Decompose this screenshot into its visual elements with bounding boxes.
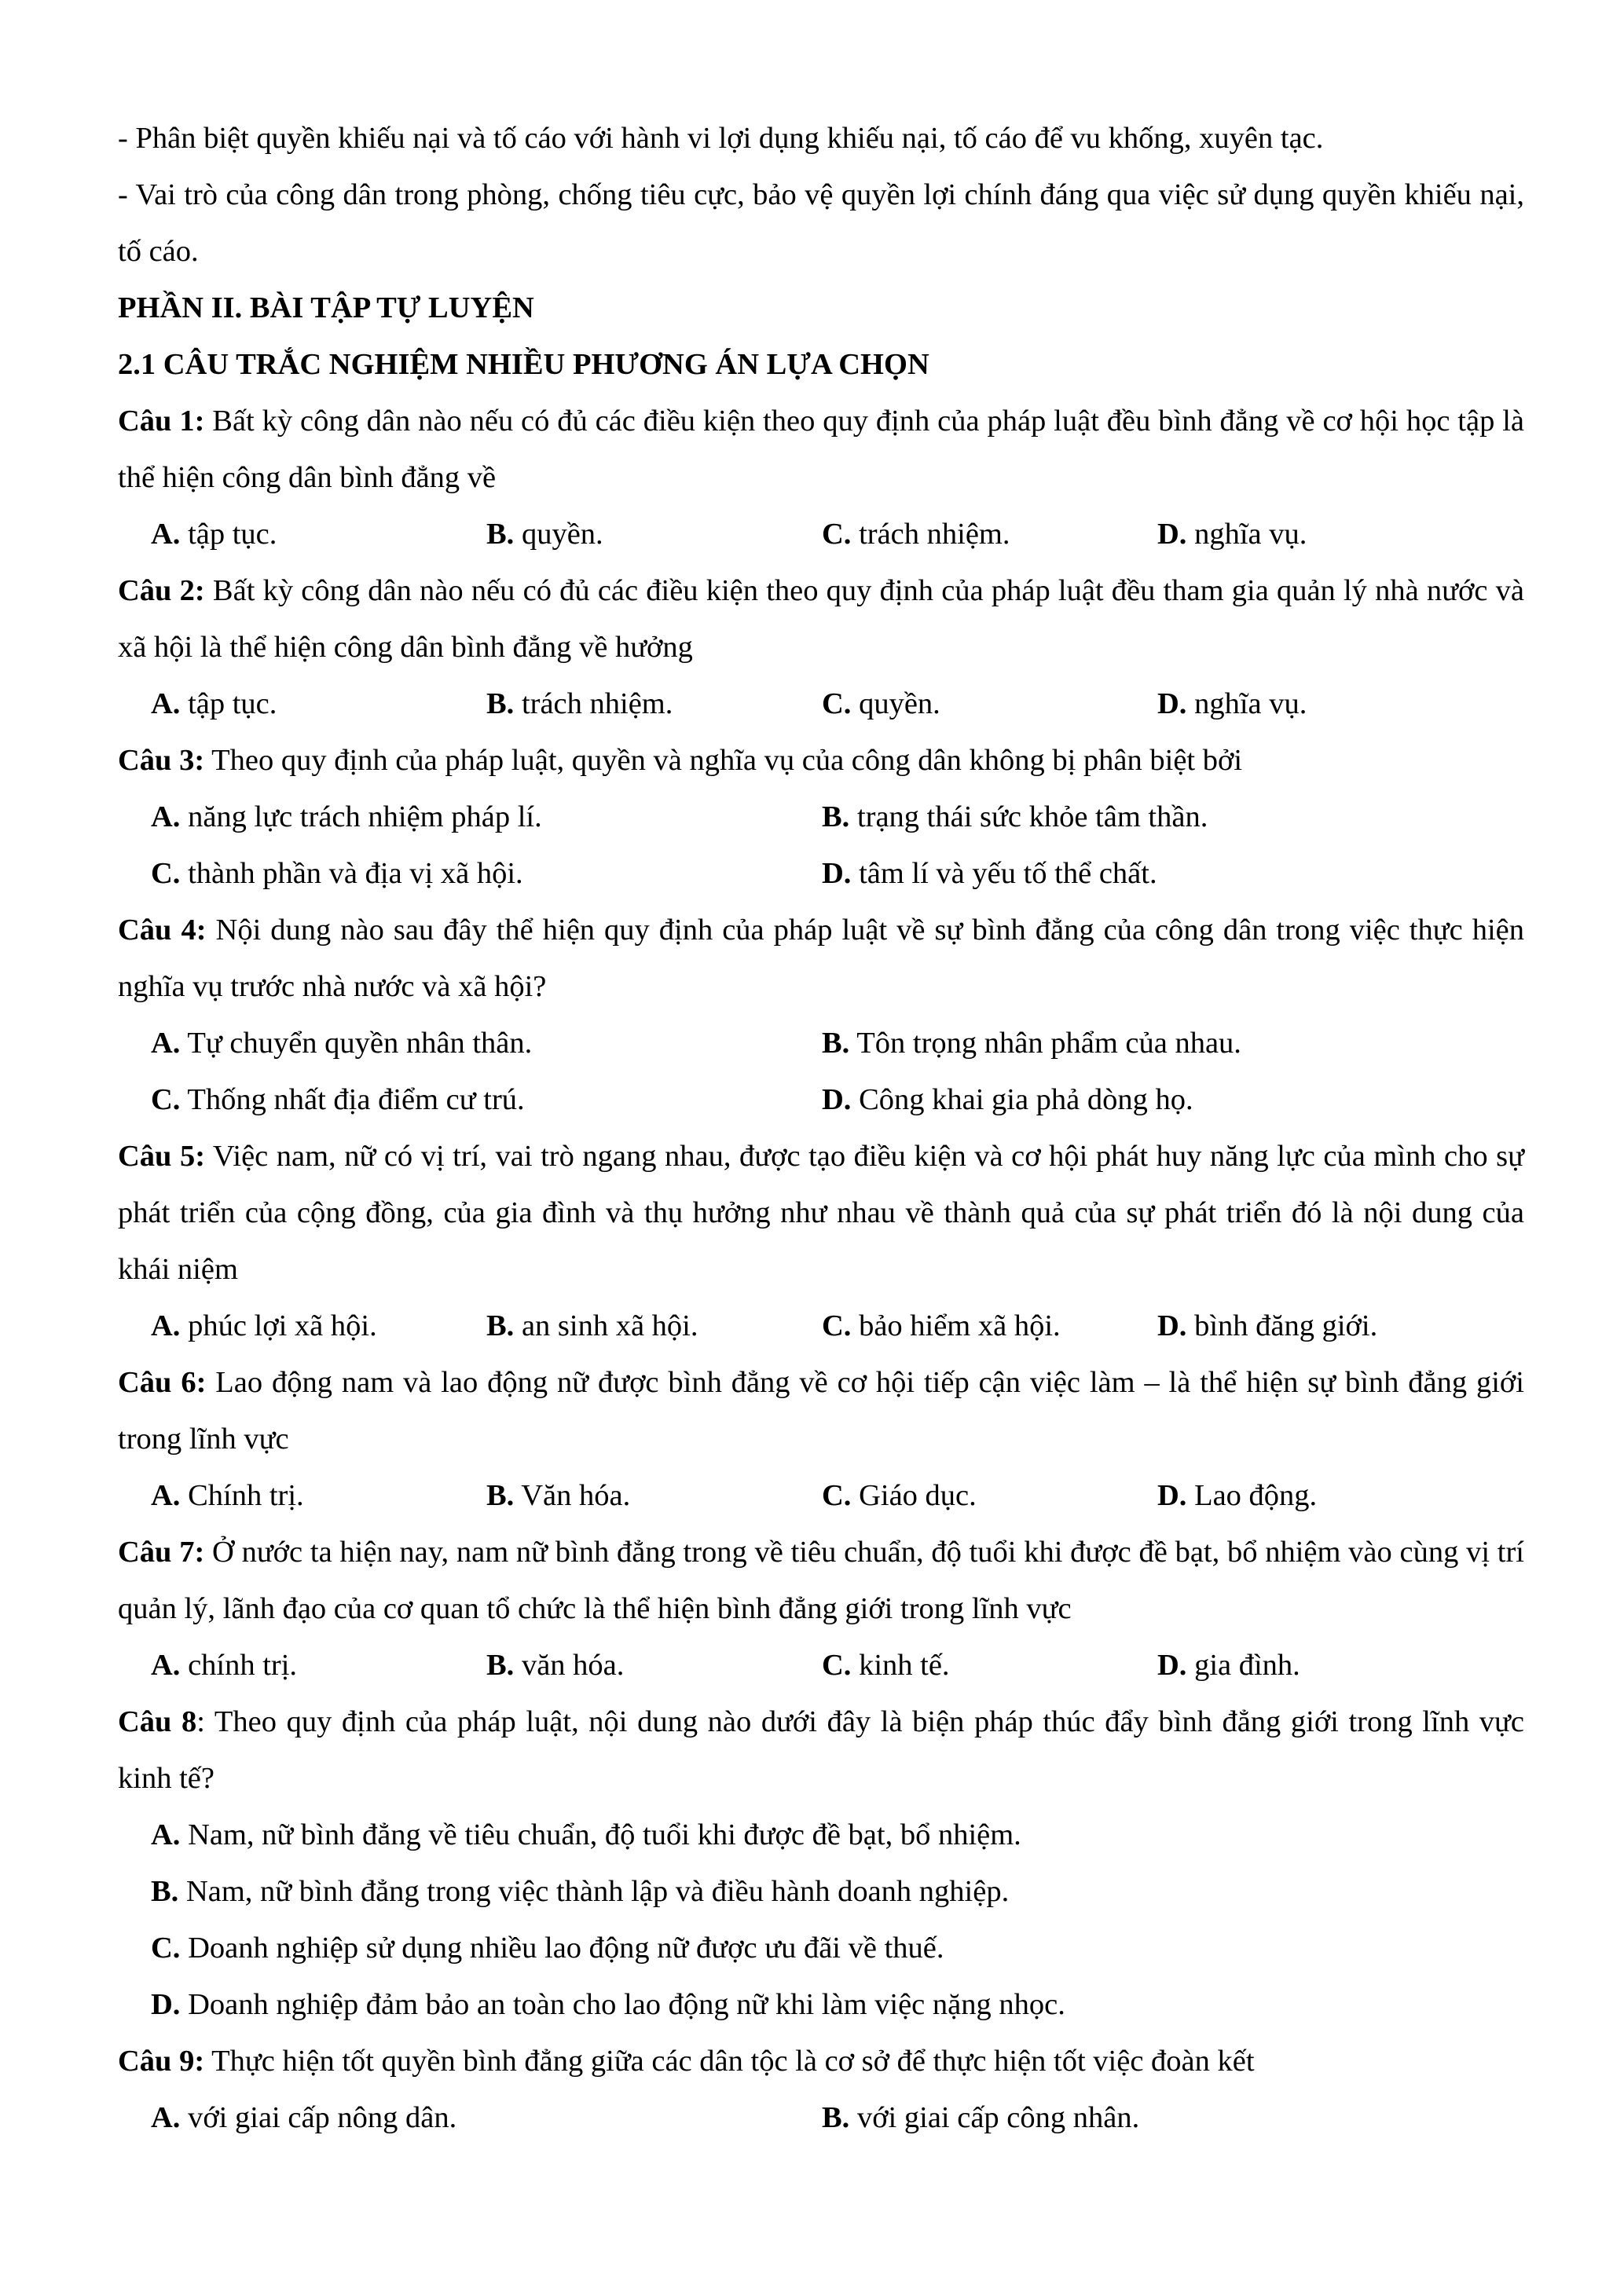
question-2-options xyxy=(118,676,1524,732)
option-a: A. chính trị. xyxy=(151,1649,298,1682)
option-c: C. Giáo dục. xyxy=(822,1479,977,1512)
option-b: B. với giai cấp công nhân. xyxy=(822,2101,1140,2134)
question-label: Câu 3: xyxy=(118,744,205,777)
question-label: Câu 9: xyxy=(118,2045,205,2078)
option-a: A. tập tục. xyxy=(151,518,277,551)
question-6 xyxy=(118,1354,1524,1467)
option-c: C. bảo hiểm xã hội. xyxy=(822,1309,1061,1342)
question-4-options xyxy=(118,1015,1524,1128)
option-c: C. Thống nhất địa điểm cư trú. xyxy=(151,1083,525,1116)
option-d: D. gia đình. xyxy=(1157,1649,1300,1682)
option-b: B. trách nhiệm. xyxy=(486,687,673,720)
question-1-options xyxy=(118,506,1524,562)
option-d: D. tâm lí và yếu tố thể chất. xyxy=(822,857,1157,890)
option-b: B. Tôn trọng nhân phẩm của nhau. xyxy=(822,1027,1241,1060)
question-7-options xyxy=(118,1637,1524,1694)
question-6-options xyxy=(118,1467,1524,1524)
question-3 xyxy=(118,732,1524,789)
question-text: Bất kỳ công dân nào nếu có đủ các điều kiện theo quy định của pháp luật đều tham gia quản lý nhà nước và xã hội là thể hiện công dân bình đẳng về hưởng xyxy=(118,574,1524,664)
question-text: Ở nước ta hiện nay, nam nữ bình đẳng trong về tiêu chuẩn, độ tuổi khi được đề bạt, bổ nhiệm vào cùng vị trí quản lý, lãnh đạo của cơ quan tổ chức là thể hiện bình đẳng giới trong lĩnh vực xyxy=(118,1536,1524,1625)
question-7 xyxy=(118,1524,1524,1637)
question-3-options xyxy=(118,789,1524,902)
option-a: A. Chính trị. xyxy=(151,1479,304,1512)
question-2 xyxy=(118,562,1524,676)
question-text: Nội dung nào sau đây thể hiện quy định của pháp luật về sự bình đẳng của công dân trong việc thực hiện nghĩa vụ trước nhà nước và xã hội? xyxy=(118,914,1524,1003)
option-a: A. năng lực trách nhiệm pháp lí. xyxy=(151,800,542,833)
question-label: Câu 4: xyxy=(118,914,207,947)
question-text: Lao động nam và lao động nữ được bình đẳng về cơ hội tiếp cận việc làm – là thể hiện sự bình đẳng giới trong lĩnh vực xyxy=(118,1366,1524,1456)
question-9-options xyxy=(118,2089,1524,2146)
option-a: A. với giai cấp nông dân. xyxy=(151,2101,457,2134)
option-a: A. phúc lợi xã hội. xyxy=(151,1309,377,1342)
question-4 xyxy=(118,902,1524,1015)
option-d: D. Lao động. xyxy=(1157,1479,1318,1512)
option-c: C. kinh tế. xyxy=(822,1649,950,1682)
question-8-options xyxy=(118,1807,1524,2033)
option-d: D. Công khai gia phả dòng họ. xyxy=(822,1083,1193,1116)
question-label: Câu 6: xyxy=(118,1366,207,1399)
option-c: C. quyền. xyxy=(822,687,940,720)
document-page xyxy=(118,110,1524,2146)
question-text: Thực hiện tốt quyền bình đẳng giữa các dân tộc là cơ sở để thực hiện tốt việc đoàn kết xyxy=(204,2045,1255,2078)
option-c: C. Doanh nghiệp sử dụng nhiều lao động nữ được ưu đãi về thuế. xyxy=(151,1932,944,1965)
question-text: Việc nam, nữ có vị trí, vai trò ngang nhau, được tạo điều kiện và cơ hội phát huy năng lực của mình cho sự phát triển của cộng đồng, của gia đình và thụ hưởng như nhau về thành quả của sự phát triển đó là nội dung của khái niệm xyxy=(118,1140,1524,1286)
question-1 xyxy=(118,393,1524,506)
option-d: D. bình đăng giới. xyxy=(1157,1309,1378,1342)
question-text: : Theo quy định của pháp luật, nội dung nào dưới đây là biện pháp thúc đẩy bình đẳng giới trong lĩnh vực kinh tế? xyxy=(118,1705,1524,1795)
question-text: Bất kỳ công dân nào nếu có đủ các điều kiện theo quy định của pháp luật đều bình đẳng về cơ hội học tập là thể hiện công dân bình đẳng về xyxy=(118,405,1524,494)
option-a: A. tập tục. xyxy=(151,687,277,720)
option-c: C. thành phần và địa vị xã hội. xyxy=(151,857,523,890)
question-label: Câu 2: xyxy=(118,574,205,607)
question-8 xyxy=(118,1694,1524,1807)
option-a: A. Tự chuyển quyền nhân thân. xyxy=(151,1027,533,1060)
option-b: B. Văn hóa. xyxy=(486,1479,631,1512)
option-c: C. trách nhiệm. xyxy=(822,518,1010,551)
option-b: B. Nam, nữ bình đẳng trong việc thành lập và điều hành doanh nghiệp. xyxy=(151,1875,1010,1908)
option-d: D. nghĩa vụ. xyxy=(1157,518,1307,551)
question-label: Câu 7: xyxy=(118,1536,205,1569)
option-b: B. an sinh xã hội. xyxy=(486,1309,698,1342)
intro-line-2: - Vai trò của công dân trong phòng, chống tiêu cực, bảo vệ quyền lợi chính đáng qua việc sử dụng quyền khiếu nại, tố cáo. xyxy=(118,178,1524,268)
option-d: D. nghĩa vụ. xyxy=(1157,687,1307,720)
question-5-options xyxy=(118,1298,1524,1354)
subsection-title: 2.1 CÂU TRẮC NGHIỆM NHIỀU PHƯƠNG ÁN LỰA CHỌN xyxy=(118,348,929,381)
option-a: A. Nam, nữ bình đẳng về tiêu chuẩn, độ tuổi khi được đề bạt, bổ nhiệm. xyxy=(151,1818,1021,1851)
question-label: Câu 8 xyxy=(118,1705,197,1738)
question-label: Câu 5: xyxy=(118,1140,206,1173)
option-b: B. văn hóa. xyxy=(486,1649,625,1682)
option-d: D. Doanh nghiệp đảm bảo an toàn cho lao động nữ khi làm việc nặng nhọc. xyxy=(151,1988,1065,2021)
question-text: Theo quy định của pháp luật, quyền và nghĩa vụ của công dân không bị phân biệt bởi xyxy=(204,744,1243,777)
question-label: Câu 1: xyxy=(118,405,205,438)
option-b: B. quyền. xyxy=(486,518,603,551)
question-5 xyxy=(118,1128,1524,1298)
question-9 xyxy=(118,2033,1524,2089)
option-b: B. trạng thái sức khỏe tâm thần. xyxy=(822,800,1208,833)
intro-line-1: - Phân biệt quyền khiếu nại và tố cáo với hành vi lợi dụng khiếu nại, tố cáo để vu khống, xuyên tạc. xyxy=(118,122,1324,155)
section-title: PHẦN II. BÀI TẬP TỰ LUYỆN xyxy=(118,291,534,324)
